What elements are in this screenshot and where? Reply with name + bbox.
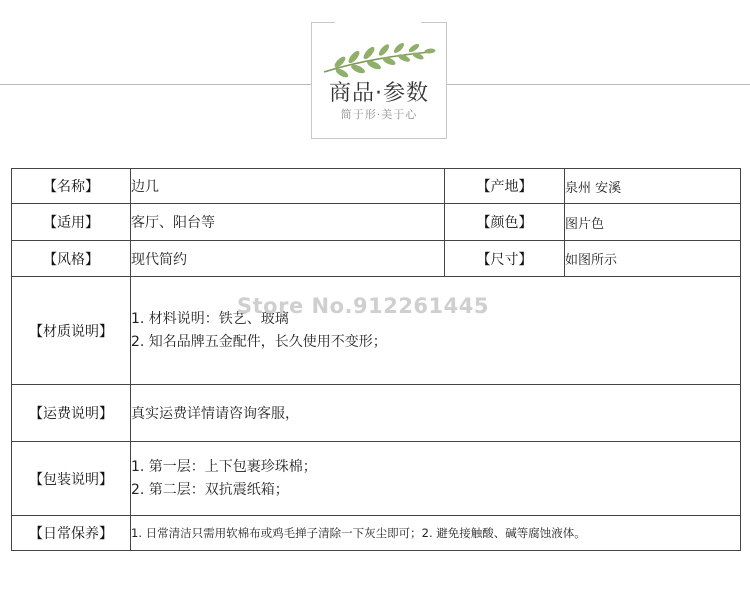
header-frame-top-right <box>421 22 446 23</box>
material-label: 【材质说明】 <box>12 277 131 385</box>
table-row <box>12 442 741 516</box>
origin-value: 泉州 安溪 <box>565 169 741 204</box>
color-value: 图片色 <box>565 204 741 241</box>
color-label: 【颜色】 <box>445 204 565 241</box>
table-row <box>12 204 741 241</box>
material-line-2: 2. 知名品牌五金配件，长久使用不变形； <box>131 333 387 350</box>
material-value <box>131 277 741 385</box>
page-subtitle: 简于形·美于心 <box>340 108 418 121</box>
care-label: 【日常保养】 <box>12 516 131 551</box>
table-row <box>12 277 741 385</box>
table-row <box>12 385 741 442</box>
table-row <box>12 169 741 204</box>
shipping-value: 真实运费详情请咨询客服， <box>131 385 741 442</box>
size-value: 如图所示 <box>565 241 741 277</box>
page-title: 商品·参数 <box>329 81 429 106</box>
store-watermark: Store No.912261445 <box>237 294 489 318</box>
material-line-1: 1. 材料说明：铁艺、玻璃 <box>131 310 289 327</box>
name-value: 边几 <box>131 169 445 204</box>
size-label: 【尺寸】 <box>445 241 565 277</box>
packing-value <box>131 442 741 516</box>
shipping-label: 【运费说明】 <box>12 385 131 442</box>
packing-line-2: 2. 第二层：双抗震纸箱； <box>131 481 289 498</box>
name-label: 【名称】 <box>12 169 131 204</box>
packing-line-1: 1. 第一层：上下包裹珍珠棉； <box>131 458 317 475</box>
packing-label: 【包装说明】 <box>12 442 131 516</box>
spec-table <box>11 168 741 551</box>
care-value: 1. 日常清洁只需用软棉布或鸡毛掸子清除一下灰尘即可；2. 避免接触酸、碱等腐蚀液体。 <box>131 516 741 551</box>
use-label: 【适用】 <box>12 204 131 241</box>
header-frame-top-left <box>311 22 335 23</box>
leaf-branch-icon <box>318 40 436 80</box>
origin-label: 【产地】 <box>445 169 565 204</box>
style-label: 【风格】 <box>12 241 131 277</box>
use-value: 客厅、阳台等 <box>131 204 445 241</box>
table-row <box>12 241 741 277</box>
table-row <box>12 516 741 551</box>
style-value: 现代简约 <box>131 241 445 277</box>
